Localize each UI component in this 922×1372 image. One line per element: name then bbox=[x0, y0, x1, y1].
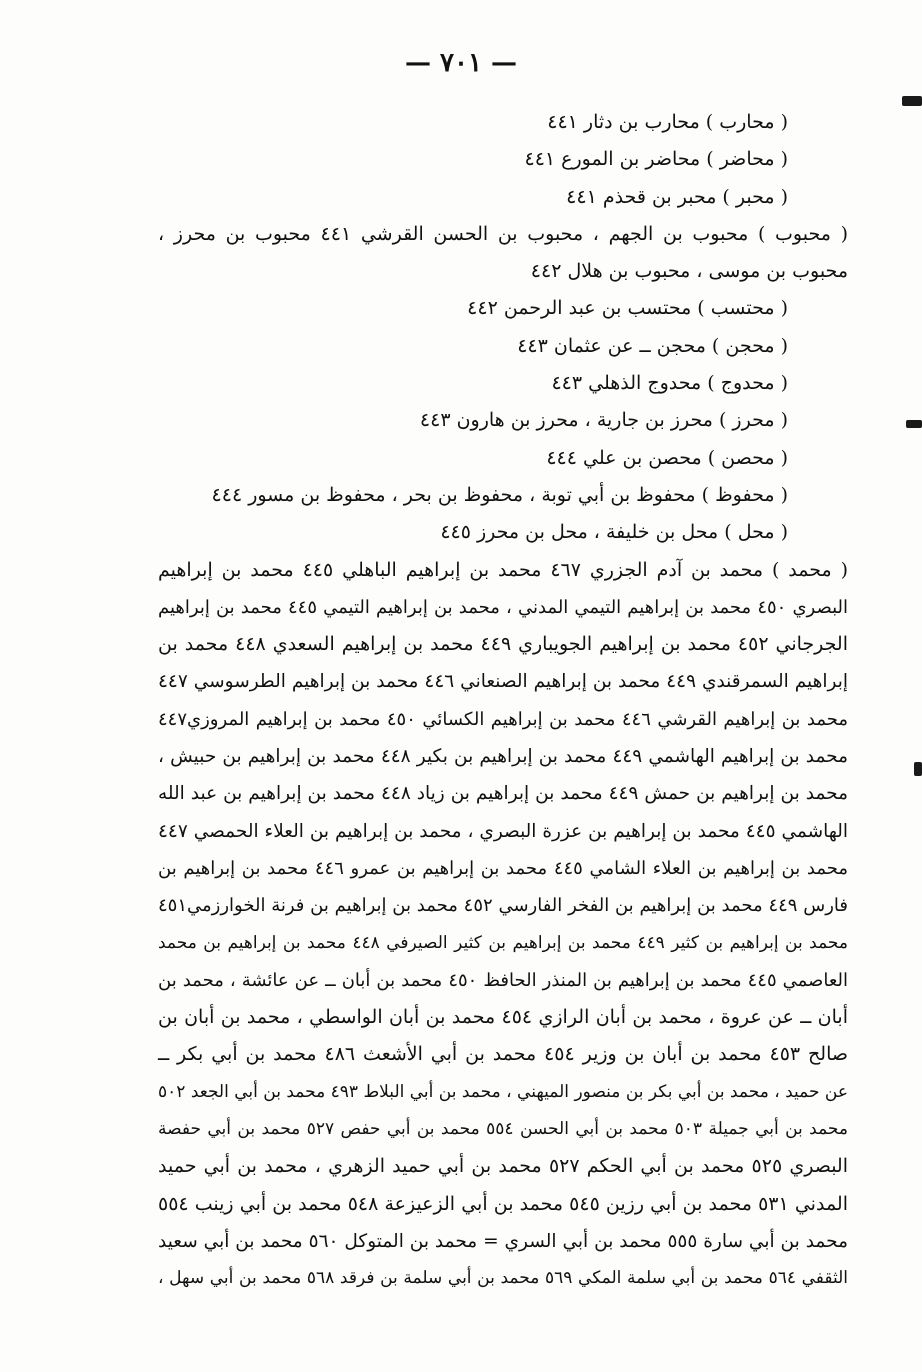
index-line: ( محبر ) محبر بن قحذم ٤٤١ bbox=[566, 185, 788, 208]
index-line: عن حميد ، محمد بن أبي بكر بن منصور الميهني ، محمد بن أبي البلاط ٤٩٣ محمد بن أبي الجعد ٥٠٢ bbox=[158, 1081, 849, 1102]
index-line: ( محاضر ) محاضر بن المورع ٤٤١ bbox=[524, 148, 788, 171]
index-line: ( محمد ) محمد بن آدم الجزري ٤٦٧ محمد بن إبراهيم الباهلي ٤٤٥ محمد بن إبراهيم bbox=[158, 558, 848, 581]
index-line: ( محرز ) محرز بن جارية ، محرز بن هارون ٤٤٣ bbox=[419, 409, 788, 432]
index-line: محمد بن إبراهيم القرشي ٤٤٦ محمد بن إبراهيم الكسائي ٤٥٠ محمد بن إبراهيم المروزي٤٤٧ bbox=[158, 708, 849, 730]
index-line: ( محصن ) محصن بن علي ٤٤٤ bbox=[546, 446, 788, 469]
index-line: محمد بن إبراهيم الهاشمي ٤٤٩ محمد بن إبراهيم بن بكير ٤٤٨ محمد بن إبراهيم بن حبيش ، bbox=[158, 746, 849, 768]
index-line: ( محبوب ) محبوب بن الجهم ، محبوب بن الحسن القرشي ٤٤١ محبوب بن محرز ، bbox=[158, 222, 848, 245]
margin-ink-mark bbox=[902, 96, 922, 106]
index-line: المدني ٥٣١ محمد بن أبي رزين ٥٤٥ محمد بن أبي الزعيزعة ٥٤٨ محمد بن أبي زينب ٥٥٤ bbox=[158, 1192, 848, 1215]
index-line: محمد بن إبراهيم بن كثير ٤٤٩ محمد بن إبراهيم بن كثير الصيرفي ٤٤٨ محمد بن إبراهيم بن محمد bbox=[158, 932, 848, 953]
index-line: صالح ٤٥٣ محمد بن أبان بن وزير ٤٥٤ محمد بن أبي الأشعث ٤٨٦ محمد بن أبي بكر ــ bbox=[158, 1043, 849, 1066]
index-line: الهاشمي ٤٤٥ محمد بن إبراهيم بن عزرة البصري ، محمد بن إبراهيم بن العلاء الحمصي ٤٤٧ bbox=[158, 820, 849, 842]
index-line: ( محل ) محل بن خليفة ، محل بن محرز ٤٤٥ bbox=[440, 521, 788, 544]
index-line: الجرجاني ٤٥٢ محمد بن إبراهيم الجويباري ٤٤٩ محمد بن إبراهيم السعدي ٤٤٨ محمد بن bbox=[158, 633, 848, 656]
index-line: ( محدوج ) محدوج الذهلي ٤٤٣ bbox=[551, 372, 788, 395]
index-line: محبوب بن موسى ، محبوب بن هلال ٤٤٢ bbox=[530, 260, 848, 283]
index-line: ( محارب ) محارب بن دثار ٤٤١ bbox=[547, 111, 788, 133]
margin-ink-mark bbox=[906, 420, 922, 428]
margin-ink-mark bbox=[914, 762, 922, 776]
index-line: البصري ٥٢٥ محمد بن أبي الحكم ٥٢٧ محمد بن أبي حميد الزهري ، محمد بن أبي حميد bbox=[158, 1155, 848, 1178]
index-line: أبان ــ عن عروة ، محمد بن أبان الرازي ٤٥٤ محمد بن أبان الواسطي ، محمد بن أبان بن bbox=[158, 1006, 848, 1029]
index-line: محمد بن أبي سارة ٥٥٥ محمد بن أبي السري = محمد بن المتوكل ٥٦٠ محمد بن أبي سعيد bbox=[158, 1230, 848, 1252]
index-line: ( محجن ) محجن ــ عن عثمان ٤٤٣ bbox=[517, 334, 788, 357]
index-line: فارس ٤٤٩ محمد بن إبراهيم بن الفخر الفارسي ٤٥٢ محمد بن إبراهيم بن فرنة الخوارزمي٤٥١ bbox=[158, 895, 848, 917]
index-line: البصري ٤٥٠ محمد بن إبراهيم التيمي المدني ، محمد بن إبراهيم التيمي ٤٤٥ محمد بن إبراهيم bbox=[158, 596, 848, 618]
index-line: محمد بن إبراهيم بن العلاء الشامي ٤٤٥ محمد بن إبراهيم بن عمرو ٤٤٦ محمد بن إبراهيم بن bbox=[158, 857, 848, 879]
index-line: محمد بن أبي جميلة ٥٠٣ محمد بن أبي الحسن ٥٥٤ محمد بن أبي حفص ٥٢٧ محمد بن أبي حفصة bbox=[158, 1119, 848, 1140]
index-entries bbox=[158, 104, 848, 1298]
index-line: إبراهيم السمرقندي ٤٤٩ محمد بن إبراهيم الصنعاني ٤٤٦ محمد بن إبراهيم الطرسوسي ٤٤٧ bbox=[158, 671, 848, 693]
index-line: الثقفي ٥٦٤ محمد بن أبي سلمة المكي ٥٦٩ محمد بن أبي سلمة بن فرقد ٥٦٨ محمد بن أبي سهل ، bbox=[158, 1268, 849, 1289]
index-line: العاصمي ٤٤٥ محمد بن إبراهيم بن المنذر الحافظ ٤٥٠ محمد بن أبان ــ عن عائشة ، محمد بن bbox=[158, 969, 848, 991]
index-line: محمد بن إبراهيم بن حمش ٤٤٩ محمد بن إبراهيم بن زياد ٤٤٨ محمد بن إبراهيم بن عبد الله bbox=[158, 783, 848, 805]
index-line: ( محتسب ) محتسب بن عبد الرحمن ٤٤٢ bbox=[467, 297, 788, 320]
page-number: — ٧٠١ — bbox=[404, 48, 518, 78]
index-line: ( محفوظ ) محفوظ بن أبي توبة ، محفوظ بن بحر ، محفوظ بن مسور ٤٤٤ bbox=[211, 483, 788, 506]
